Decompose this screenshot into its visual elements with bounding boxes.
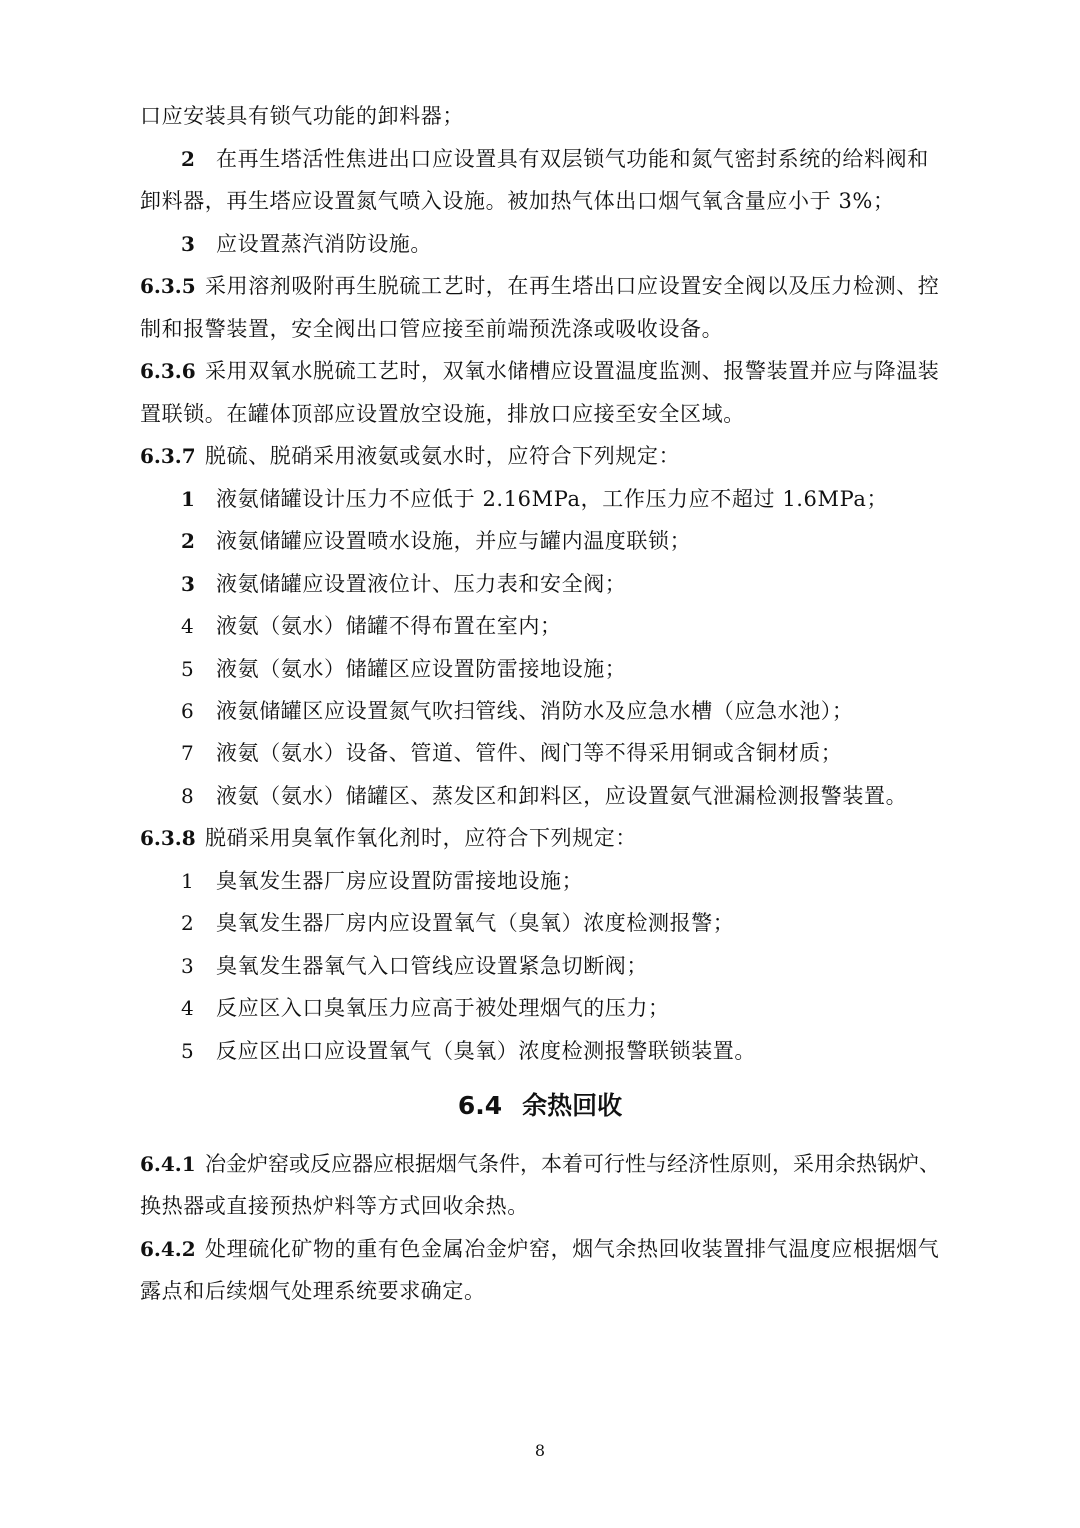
page-number: 8 bbox=[534, 1441, 546, 1460]
clause-text: 脱硝采用臭氧作氧化剂时，应符合下列规定： bbox=[205, 826, 637, 850]
list-item-number: 6 bbox=[181, 699, 194, 723]
clause-number: 6.3.6 bbox=[140, 359, 196, 383]
list-item-text: 液氨（氨水）储罐区应设置防雷接地设施； bbox=[216, 657, 627, 681]
clause-text: 换热器或直接预热炉料等方式回收余热。 bbox=[140, 1194, 529, 1218]
list-item-text: 液氨储罐区应设置氮气吹扫管线、消防水及应急水槽（应急水池）； bbox=[216, 699, 854, 723]
list-item-text: 臭氧发生器厂房应设置防雷接地设施； bbox=[216, 869, 584, 893]
list-item-number: 3 bbox=[181, 954, 194, 978]
list-item-text: 在再生塔活性焦进出口应设置具有双层锁气功能和氮气密封系统的给料阀和 bbox=[216, 147, 929, 171]
clause-number: 6.3.5 bbox=[140, 274, 196, 298]
clause-text: 处理硫化矿物的重有色金属冶金炉窑，烟气余热回收装置排气温度应根据烟气 bbox=[205, 1237, 940, 1261]
list-item-number: 2 bbox=[181, 529, 195, 553]
list-item-number: 4 bbox=[181, 614, 194, 638]
list-item-number: 4 bbox=[181, 996, 194, 1020]
list-item-text: 液氨储罐设计压力不应低于 2.16MPa，工作压力应不超过 1.6MPa； bbox=[216, 487, 889, 511]
list-item-number: 2 bbox=[181, 147, 195, 171]
list-item-number: 5 bbox=[181, 657, 194, 681]
list-item-text: 臭氧发生器厂房内应设置氧气（臭氧）浓度检测报警； bbox=[216, 911, 735, 935]
clause-number: 6.4.1 bbox=[140, 1152, 196, 1176]
list-item-text: 应设置蒸汽消防设施。 bbox=[216, 232, 432, 256]
list-item-number: 2 bbox=[181, 911, 194, 935]
clause-text: 采用双氧水脱硫工艺时，双氧水储槽应设置温度监测、报警装置并应与降温装 bbox=[205, 359, 940, 383]
list-item-number: 7 bbox=[181, 741, 194, 765]
section-title-text: 余热回收 bbox=[522, 1091, 623, 1120]
paragraph-line: 口应安装具有锁气功能的卸料器； bbox=[140, 104, 464, 128]
section-heading bbox=[0, 1090, 1080, 1122]
clause-text: 采用溶剂吸附再生脱硫工艺时，在再生塔出口应设置安全阀以及压力检测、控 bbox=[205, 274, 940, 298]
list-item-text: 液氨（氨水）储罐区、蒸发区和卸料区，应设置氨气泄漏检测报警装置。 bbox=[216, 784, 908, 808]
list-item-number: 1 bbox=[181, 487, 195, 511]
list-item-text: 臭氧发生器氧气入口管线应设置紧急切断阀； bbox=[216, 954, 648, 978]
clause-number: 6.3.8 bbox=[140, 826, 196, 850]
clause-text: 露点和后续烟气处理系统要求确定。 bbox=[140, 1279, 486, 1303]
clause-text: 冶金炉窑或反应器应根据烟气条件，本着可行性与经济性原则，采用余热锅炉、 bbox=[205, 1152, 940, 1176]
list-item-number: 3 bbox=[181, 232, 195, 256]
list-item-text: 卸料器，再生塔应设置氮气喷入设施。被加热气体出口烟气氧含量应小于 3%； bbox=[140, 189, 895, 213]
clause-text: 脱硫、脱硝采用液氨或氨水时，应符合下列规定： bbox=[205, 444, 681, 468]
list-item-text: 液氨储罐应设置喷水设施，并应与罐内温度联锁； bbox=[216, 529, 692, 553]
list-item-text: 液氨储罐应设置液位计、压力表和安全阀； bbox=[216, 572, 627, 596]
list-item-text: 液氨（氨水）设备、管道、管件、阀门等不得采用铜或含铜材质； bbox=[216, 741, 843, 765]
list-item-number: 1 bbox=[181, 869, 194, 893]
clause-text: 置联锁。在罐体顶部应设置放空设施，排放口应接至安全区域。 bbox=[140, 402, 745, 426]
list-item-text: 液氨（氨水）储罐不得布置在室内； bbox=[216, 614, 562, 638]
clause-number: 6.4.2 bbox=[140, 1237, 196, 1261]
list-item-number: 5 bbox=[181, 1039, 194, 1063]
section-number: 6.4 bbox=[457, 1091, 503, 1120]
list-item-text: 反应区入口臭氧压力应高于被处理烟气的压力； bbox=[216, 996, 670, 1020]
list-item-number: 8 bbox=[181, 784, 194, 808]
list-item-number: 3 bbox=[181, 572, 195, 596]
clause-text: 制和报警装置，安全阀出口管应接至前端预洗涤或吸收设备。 bbox=[140, 317, 724, 341]
list-item-text: 反应区出口应设置氧气（臭氧）浓度检测报警联锁装置。 bbox=[216, 1039, 756, 1063]
clause-number: 6.3.7 bbox=[140, 444, 196, 468]
